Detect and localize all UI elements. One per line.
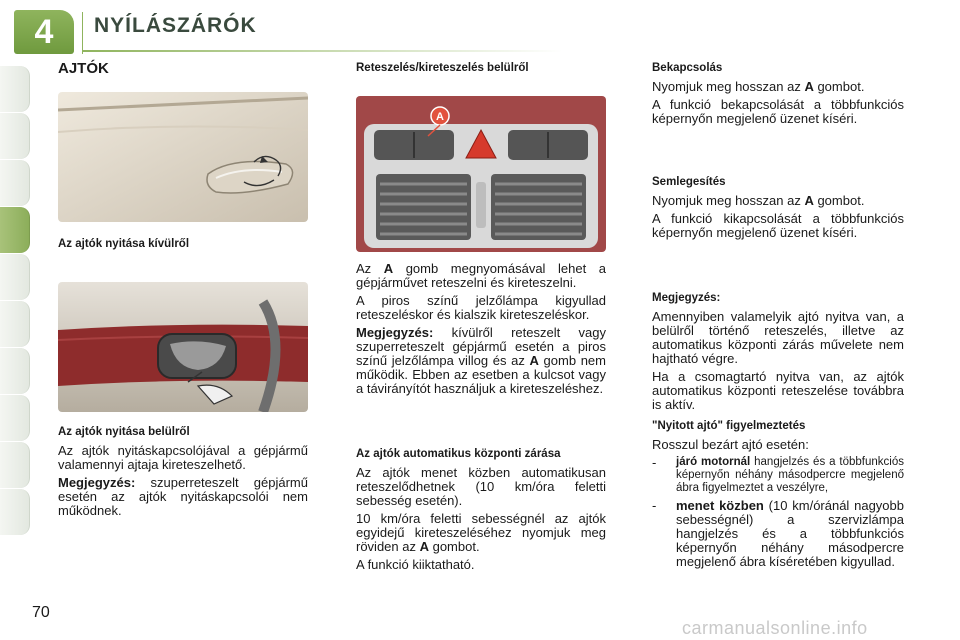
middle-text [356, 262, 606, 400]
caption-open-inside: Az ajtók nyitása belülről [58, 426, 190, 438]
side-tab-8[interactable] [0, 395, 30, 441]
left-note-paragraph [58, 476, 308, 518]
right-activation [652, 62, 904, 130]
side-tab-3[interactable] [0, 160, 30, 206]
left-inside-text [58, 426, 308, 522]
header-divider [82, 12, 83, 54]
door-warning-heading: "Nyitott ajtó" figyelmeztetés [652, 420, 806, 432]
activation-heading: Bekapcsolás [652, 62, 723, 74]
lock-paragraph: Az A gomb megnyomásával lehet a gépjárművet reteszelni és kireteszelni. [356, 261, 606, 290]
side-tab-7[interactable] [0, 348, 30, 394]
note-label: Megjegyzés: [58, 475, 136, 490]
page-number: 70 [32, 604, 50, 621]
auto-lock-paragraph: Az ajtók menet közben automatikusan reteszelődhetnek (10 km/óra feletti sebesség esetén). [356, 465, 606, 508]
watermark: carmanualsonline.info [682, 618, 868, 638]
deactivation-heading: Semlegesítés [652, 176, 726, 188]
caption-open-outside: Az ajtók nyitása kívülről [58, 238, 190, 250]
inside-open-paragraph: Az ajtók nyitáskapcsolójával a gépjármű valamennyi ajtaja kireteszelhető. [58, 443, 308, 472]
section-title: AJTÓK [58, 60, 109, 77]
side-tab-2[interactable] [0, 113, 30, 159]
lamp-paragraph: A piros színű jelzőlámpa kigyullad reteszeléskor és kialszik kireteszeléskor. [356, 293, 606, 322]
right-deactivation [652, 176, 904, 244]
unlock-paragraph: 10 km/óra feletti sebességnél az ajtók egyidejű kireteszeléséhez nyomjuk meg röviden az A gombot. [356, 511, 606, 554]
side-tab-1[interactable] [0, 66, 30, 112]
right-note-heading: Megjegyzés: [652, 292, 721, 304]
auto-lock-heading: Az ajtók automatikus központi zárása [356, 448, 561, 460]
side-tab-4-active[interactable] [0, 207, 30, 253]
header-rule [82, 50, 562, 52]
warning-bullet-engine-running: - járó motornál hangjelzés és a többfunkciós képernyőn néhány másodpercre megjelenő ábra figyelmeztet a veszélyre, [652, 455, 904, 494]
activation-paragraph-1: Nyomjuk meg hosszan az A gombot. [652, 79, 865, 94]
disable-paragraph: A funkció kiiktatható. [356, 557, 475, 572]
side-tab-5[interactable] [0, 254, 30, 300]
chapter-side-tabs [0, 66, 32, 536]
note-text: szuperreteszelt gépjármű esetén az ajtók nyitáskapcsolói nem működnek. [58, 475, 308, 518]
activation-paragraph-2: A funkció bekapcsolását a többfunkciós képernyőn megjelenő üzenet kíséri. [652, 97, 904, 126]
right-door-warning [652, 420, 904, 573]
central-locking-button-illustration [356, 96, 606, 252]
warning-bullet-driving: - menet közben (10 km/óránál nagyobb sebességnél) a szervizlámpa hangjelzés és a többfunkciós képernyőn néhány másodpercre megjelenő ábra kíséretében kigyullad. [652, 498, 904, 569]
deactivation-paragraph-2: A funkció kikapcsolását a többfunkciós képernyőn megjelenő üzenet kíséri. [652, 211, 904, 240]
door-warning-intro: Rosszul bezárt ajtó esetén: [652, 437, 809, 452]
button-label-callout: A [436, 111, 444, 123]
interior-door-handle-illustration [58, 282, 308, 412]
deactivation-paragraph-1: Nyomjuk meg hosszan az A gombot. [652, 193, 865, 208]
right-note [652, 292, 904, 416]
exterior-door-handle-illustration [58, 92, 308, 222]
chapter-number-tab: 4 [14, 10, 74, 54]
side-tab-9[interactable] [0, 442, 30, 488]
side-tab-10[interactable] [0, 489, 30, 535]
chapter-title: NYÍLÁSZÁRÓK [94, 14, 257, 37]
side-tab-6[interactable] [0, 301, 30, 347]
right-note-paragraph-2: Ha a csomagtartó nyitva van, az ajtók automatikus központi reteszelése továbbra is aktív. [652, 369, 904, 412]
middle-note-paragraph: Megjegyzés: kívülről reteszelt vagy szuperreteszelt gépjármű esetén a piros színű jelzőlámpa villog és az A gomb nem működik. Ebben az esetben a kulcsot vagy a távirányítót használjuk a kireteszeléshez. [356, 325, 606, 396]
middle-auto-lock-text [356, 448, 606, 576]
lock-inside-heading: Reteszelés/kireteszelés belülről [356, 62, 529, 74]
right-note-paragraph-1: Amennyiben valamelyik ajtó nyitva van, a belülről történő reteszelés, illetve az automatikus központi zárás művelete nem hajtható végre. [652, 309, 904, 366]
